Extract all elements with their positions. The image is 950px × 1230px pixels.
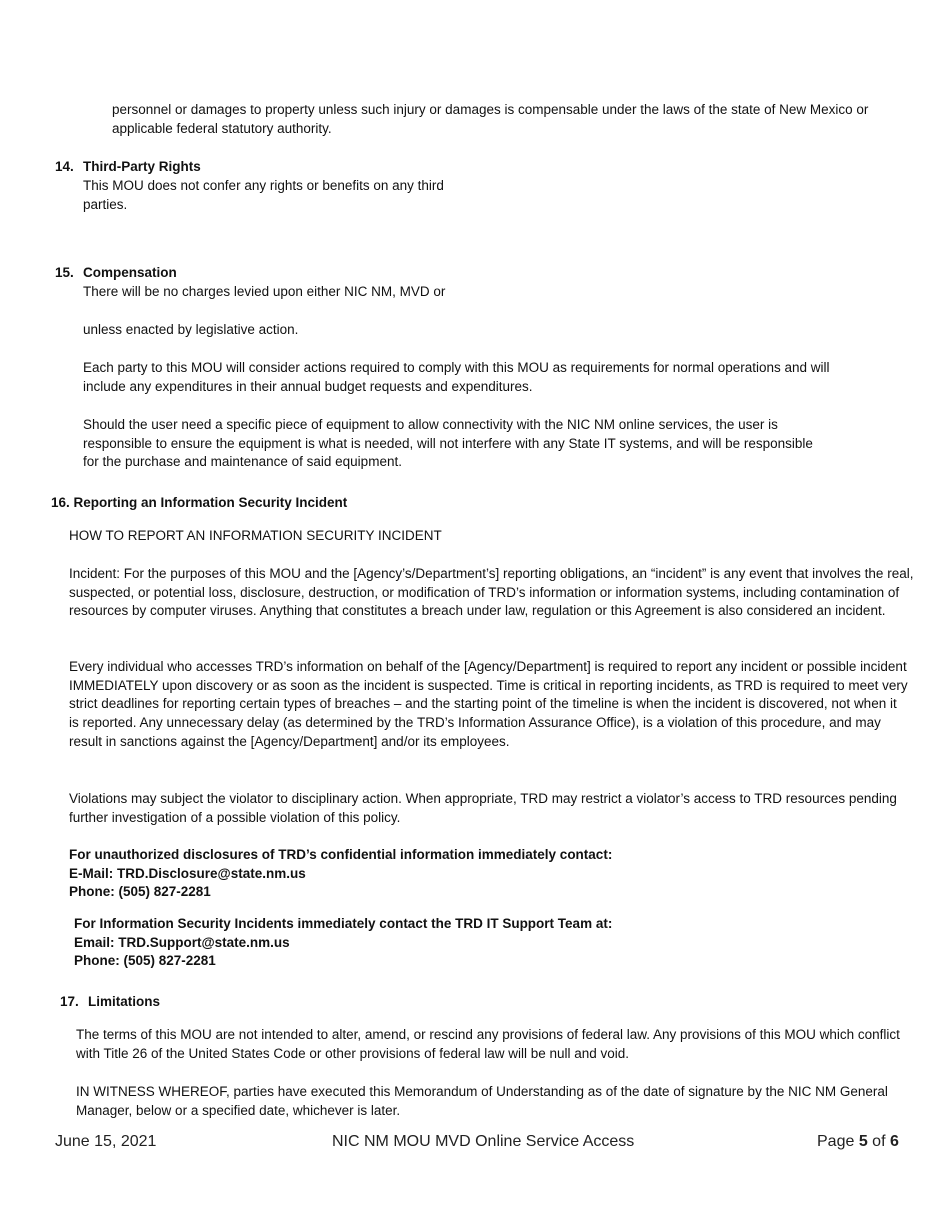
section-17-heading: [60, 993, 160, 1012]
page-prefix: Page: [817, 1133, 859, 1150]
intro-paragraph: personnel or damages to property unless such injury or damages is compensable under the laws of the state of New Mexico or applicable federal statutory authority.: [112, 102, 869, 136]
footer-title: NIC NM MOU MVD Online Service Access: [332, 1133, 635, 1150]
section-number: 17.: [60, 994, 79, 1009]
disclosure-contact-phone: Phone: (505) 827-2281: [69, 884, 211, 900]
footer-page-number: [817, 1132, 899, 1152]
incident-definition-paragraph: Incident: For the purposes of this MOU and the [Agency’s/Department’s] reporting obligations, an “incident” is any event that involves the real, suspected, or potential loss, disclosure, destruction, or modification of TRD’s information or information systems, including contamination of resources by computer viruses. Anything that constitutes a breach under law, regulation or this Agreement is also considered an incident.: [69, 566, 914, 619]
page-of: of: [867, 1133, 890, 1150]
disclosure-contact-block: [69, 846, 889, 902]
security-contact-email[interactable]: Email: TRD.Support@state.nm.us: [74, 934, 290, 950]
section-15-heading: [55, 264, 177, 283]
witness-paragraph: IN WITNESS WHEREOF, parties have executed this Memorandum of Understanding as of the date of signature by the NIC NM General Manager, below or a specified date, whichever is later.: [76, 1084, 888, 1118]
page-current: 5: [858, 1133, 868, 1150]
section-title: Compensation: [83, 265, 177, 280]
security-contact-title: For Information Security Incidents immediately contact the TRD IT Support Team at:: [74, 916, 613, 931]
section-15-paragraph-2: Each party to this MOU will consider actions required to comply with this MOU as requirements for normal operations and will include any expenditures in their annual budget requests and expenditures.: [83, 360, 830, 394]
section-14-heading: [55, 158, 201, 177]
section-15-line1: There will be no charges levied upon either NIC NM, MVD or: [83, 284, 446, 299]
violations-paragraph: Violations may subject the violator to disciplinary action. When appropriate, TRD may restrict a violator’s access to TRD resources pending further investigation of a possible violation of this policy.: [69, 791, 897, 825]
section-title: Third-Party Rights: [83, 159, 201, 174]
disclosure-contact-email[interactable]: E-Mail: TRD.Disclosure@state.nm.us: [69, 865, 306, 881]
section-17-paragraph-1: The terms of this MOU are not intended to alter, amend, or rescind any provisions of federal law. Any provisions of this MOU which conflict with Title 26 of the United States Code or other provisions of federal law will be null and void.: [76, 1027, 900, 1061]
disclosure-contact-title: For unauthorized disclosures of TRD’s confidential information immediately contact:: [69, 847, 613, 862]
section-title: Limitations: [88, 994, 161, 1009]
page-total: 6: [889, 1133, 899, 1150]
section-14-body: This MOU does not confer any rights or benefits on any third parties.: [83, 178, 444, 212]
security-contact-block: [74, 915, 894, 971]
footer-date: June 15, 2021: [55, 1133, 157, 1150]
section-15-paragraph-3: Should the user need a specific piece of equipment to allow connectivity with the NIC NM online services, the user is responsible to ensure the equipment is what is needed, will not interfere with any State IT systems, and will be responsible for the purchase and maintenance of said equipment.: [83, 417, 813, 470]
reporting-requirement-paragraph: Every individual who accesses TRD’s information on behalf of the [Agency/Department] is required to report any incident or possible incident IMMEDIATELY upon discovery or as soon as the incident is suspected. Time is critical in reporting incidents, as TRD is required to meet very strict deadlines for reporting certain types of breaches – and the starting point of the timeline is when the incident is discovered, not when it is reported. Any unnecessary delay (as determined by the TRD’s Information Assurance Office), is a violation of this procedure, and may result in sanctions against the [Agency/Department] and/or its employees.: [69, 659, 908, 749]
section-16-subheading: HOW TO REPORT AN INFORMATION SECURITY INCIDENT: [69, 528, 442, 543]
section-number: 15.: [55, 265, 74, 280]
security-contact-phone: Phone: (505) 827-2281: [74, 953, 216, 969]
section-16-heading: 16. Reporting an Information Security Incident: [51, 495, 348, 510]
section-number: 14.: [55, 159, 74, 174]
section-15-line2: unless enacted by legislative action.: [83, 322, 299, 337]
